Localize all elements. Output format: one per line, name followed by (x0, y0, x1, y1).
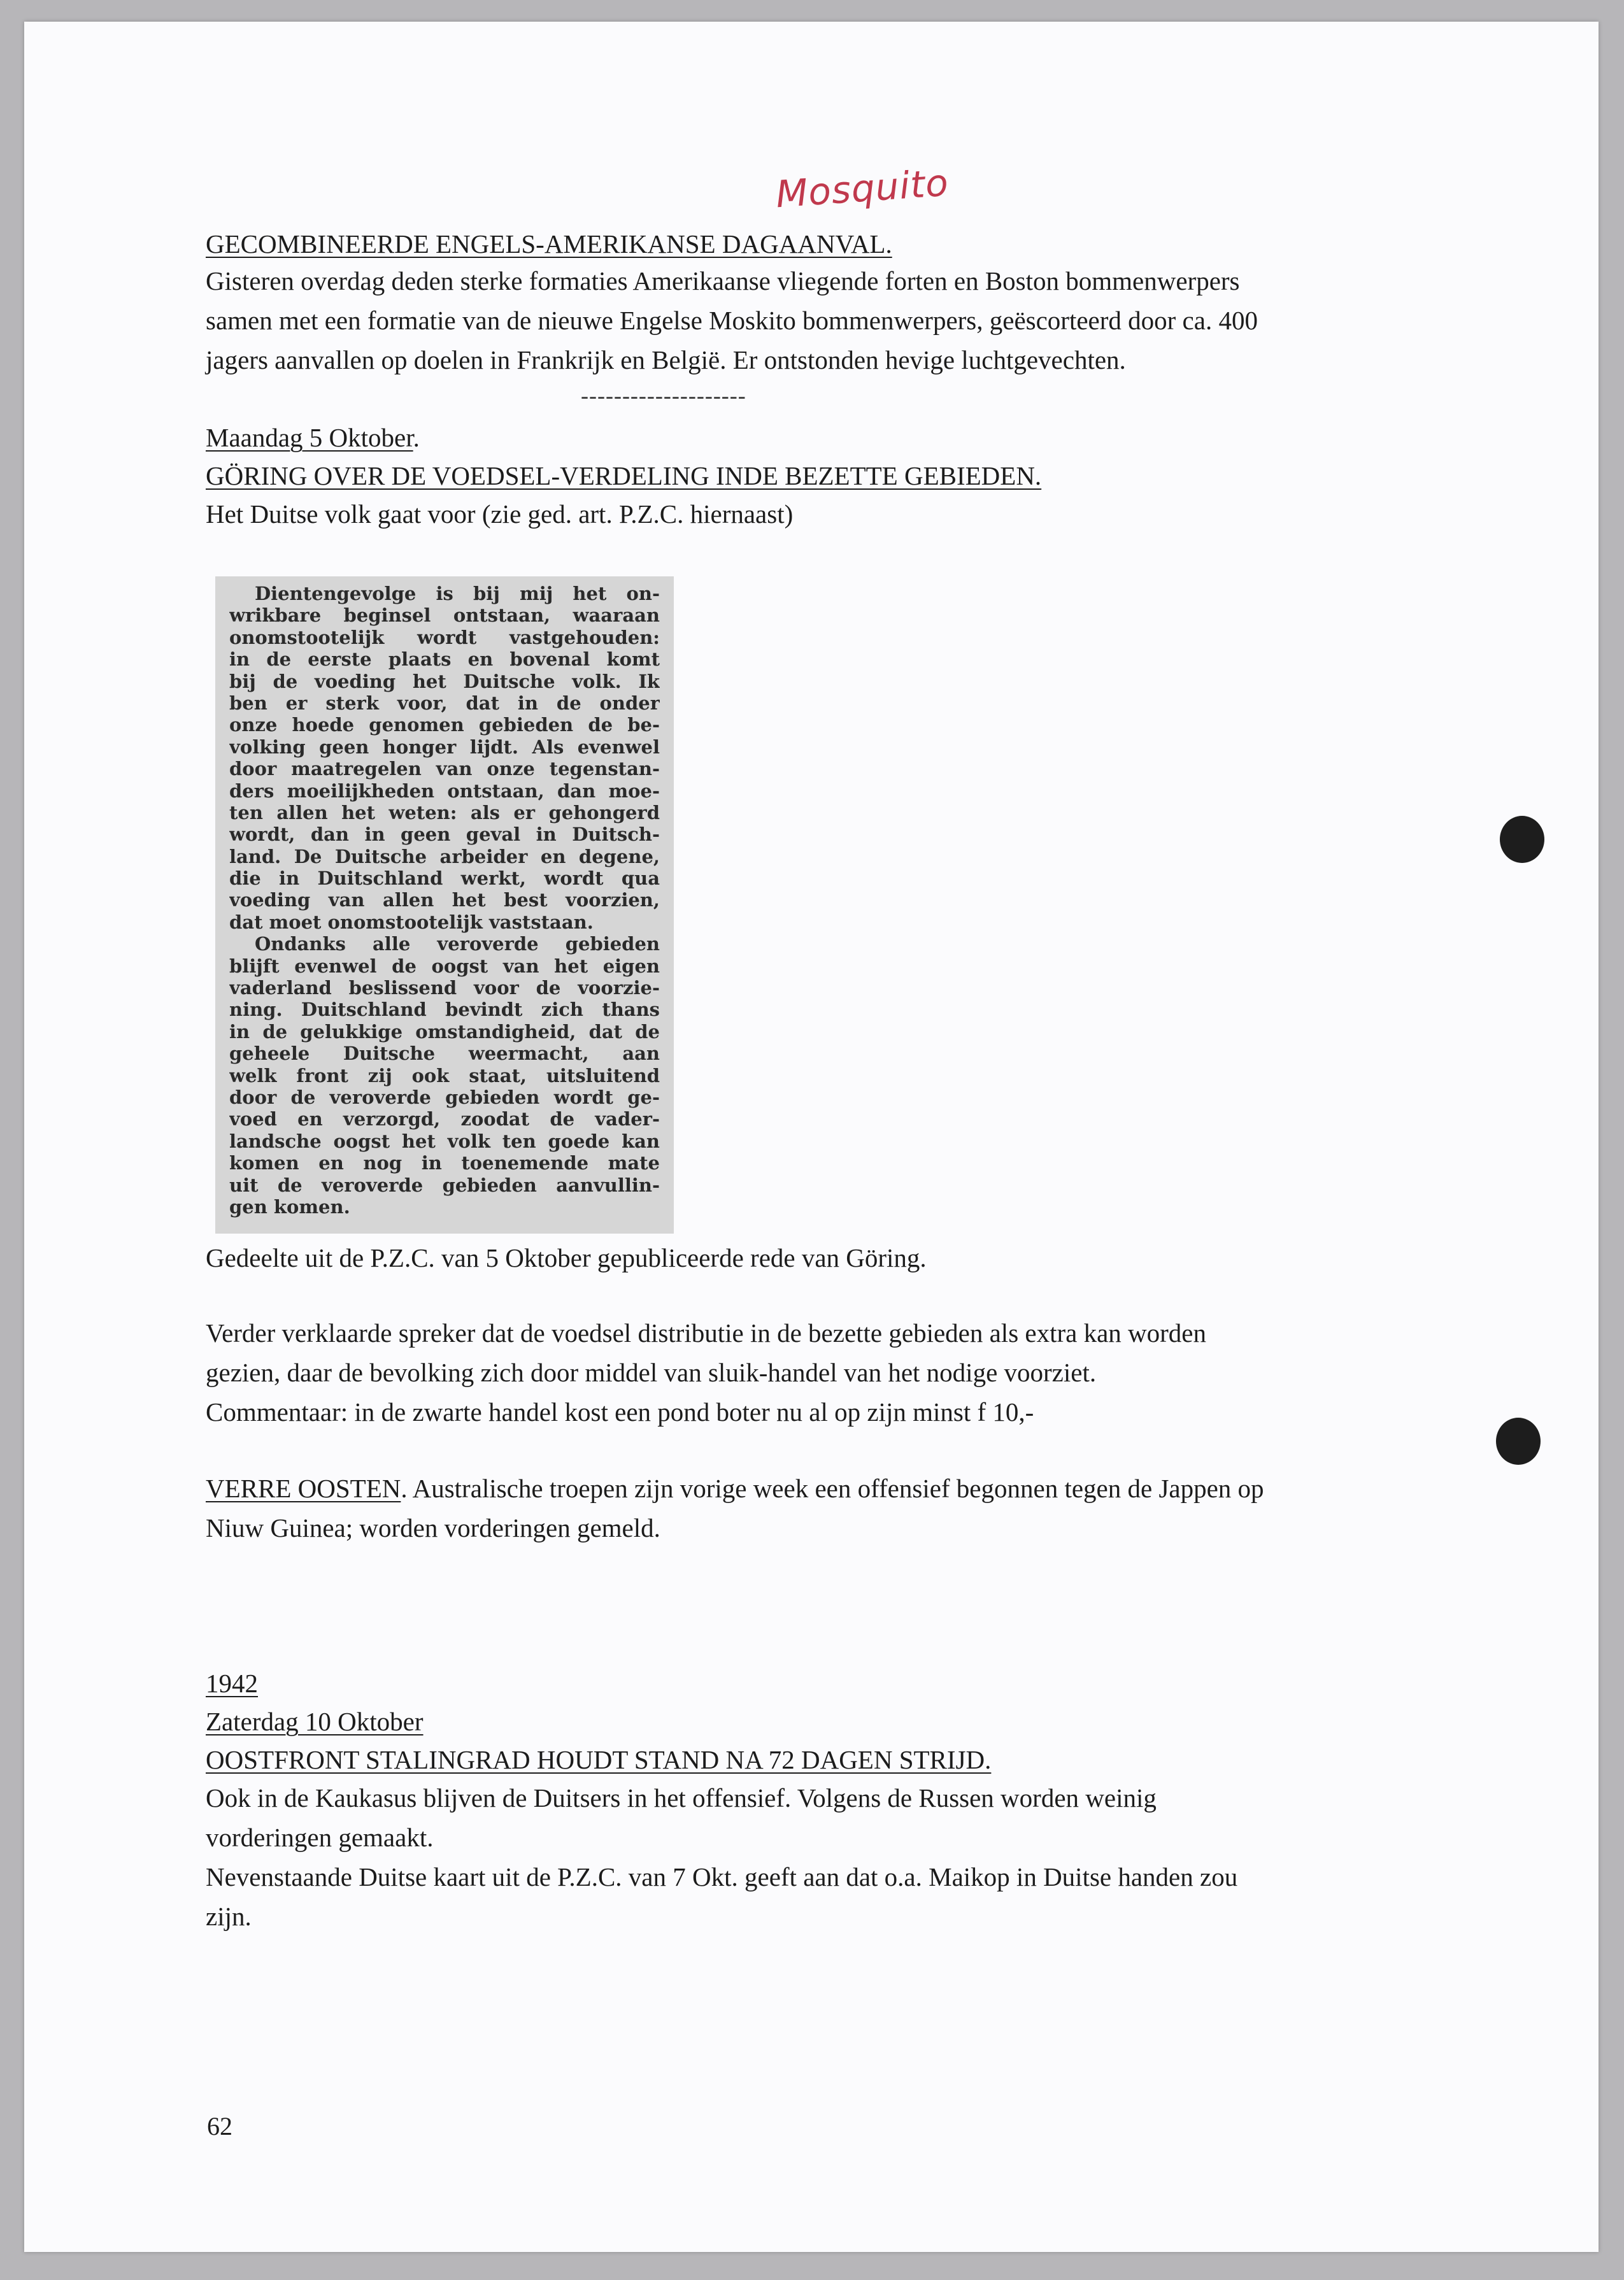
section4-date: Zaterdag 10 Oktober (206, 1707, 424, 1736)
clipping-line: bij de voeding het Duitsche volk. Ik (229, 670, 660, 692)
clipping-line: gen komen. (229, 1195, 350, 1218)
section3-line-rest: . Australische troepen zijn vorige week een offensief begonnen tegen de Jappen op (401, 1474, 1264, 1503)
section3-line-1 (206, 1469, 1454, 1508)
clipping-caption: Gedeelte uit de P.Z.C. van 5 Oktober gepubliceerde rede van Göring. (206, 1243, 927, 1272)
section4-line-4: zijn. (206, 1902, 252, 1931)
section1-line-1: Gisteren overdag deden sterke formaties Amerikaanse vliegende forten en Boston bommenwerpers (206, 266, 1240, 296)
paragraph2-line-1: Verder verklaarde spreker dat de voedsel distributie in de bezette gebieden als extra kan worden (206, 1318, 1206, 1348)
clipping-line: in de gelukkige omstandigheid, dat de (229, 1020, 660, 1043)
clipping-line: in de eerste plaats en bovenal komt (229, 648, 660, 671)
section1-line-2: samen met een formatie van de nieuwe Engelse Moskito bommenwerpers, geëscorteerd door ca. 400 (206, 306, 1258, 335)
clipping-line: die in Duitschland werkt, wordt qua (229, 867, 660, 890)
section4-line-1: Ook in de Kaukasus blijven de Duitsers in het offensief. Volgens de Russen worden weinig (206, 1783, 1157, 1813)
paragraph2-line-3: Commentaar: in de zwarte handel kost een pond boter nu al op zijn minst f 10,- (206, 1397, 1034, 1427)
section4-line-2: vorderingen gemaakt. (206, 1823, 434, 1852)
clipping-line: geheele Duitsche weermacht, aan (229, 1043, 660, 1065)
clipping-line: onomstootelijk wordt vastgehouden: (229, 626, 660, 648)
clipping-line: onze hoede genomen gebieden de be- (229, 714, 660, 736)
clipping-line: volking geen honger lijdt. Als evenwel (229, 736, 660, 758)
section3-line-2: Niuw Guinea; worden vorderingen gemeld. (206, 1513, 660, 1543)
handwritten-annotation: Mosquito (774, 160, 950, 217)
clipping-line: ten allen het weten: als er gehongerd (229, 801, 660, 823)
section2-date: Maandag 5 Oktober (206, 423, 413, 452)
clipping-line: blijft evenwel de oogst van het eigen (229, 955, 660, 977)
clipping-line: Ondanks alle veroverde gebieden (255, 933, 660, 955)
section3-heading: VERRE OOSTEN (206, 1474, 401, 1503)
clipping-line: voed en verzorgd, zoodat de vader- (229, 1108, 660, 1130)
clipping-line: uit de veroverde gebieden aanvullin- (229, 1174, 660, 1196)
clipping-line: door maatregelen van onze tegenstan- (229, 758, 660, 780)
clipping-line: ders moeilijkheden ontstaan, dan moe- (229, 780, 660, 802)
section4-line-3: Nevenstaande Duitse kaart uit de P.Z.C. van 7 Okt. geeft aan dat o.a. Maikop in Duitse handen zou (206, 1862, 1238, 1892)
separator-line: -------------------- (581, 383, 746, 408)
clipping-line: land. De Duitsche arbeider en degene, (229, 845, 660, 867)
page-number: 62 (207, 2112, 232, 2141)
section2-date-suffix: . (413, 423, 420, 452)
clipping-line: ben er sterk voor, dat in de onder (229, 692, 660, 714)
section2-heading: GÖRING OVER DE VOEDSEL-VERDELING INDE BEZETTE GEBIEDEN. (206, 461, 1042, 490)
paragraph2-line-2: gezien, daar de bevolking zich door middel van sluik-handel van het nodige voorziet. (206, 1358, 1097, 1387)
clipping-line: ning. Duitschland bevindt zich thans (229, 999, 660, 1021)
section1-line-3: jagers aanvallen op doelen in Frankrijk en België. Er ontstonden hevige luchtgevechten. (206, 345, 1126, 374)
newspaper-clipping (215, 576, 674, 1234)
clipping-line: landsche oogst het volk ten goede kan (229, 1130, 660, 1152)
punch-hole-icon (1500, 816, 1544, 863)
section2-date-line (206, 418, 1454, 457)
clipping-line: welk front zij ook staat, uitsluitend (229, 1064, 660, 1087)
clipping-line: Dientengevolge is bij mij het on- (255, 583, 660, 604)
clipping-line: wrikbare beginsel ontstaan, waaraan (229, 604, 660, 627)
section4-heading: OOSTFRONT STALINGRAD HOUDT STAND NA 72 DAGEN STRIJD. (206, 1745, 992, 1774)
clipping-line: wordt, dan in geen geval in Duitsch- (229, 823, 660, 846)
clipping-line: dat moet onomstootelijk vaststaan. (229, 911, 594, 933)
clipping-line: door de veroverde gebieden wordt ge- (229, 1086, 660, 1108)
clipping-line: vaderland beslissend voor de voorzie- (229, 977, 660, 999)
section4-year: 1942 (206, 1669, 258, 1698)
clipping-line: voeding van allen het best voorzien, (229, 889, 660, 911)
punch-hole-icon (1496, 1418, 1541, 1465)
clipping-line: komen en nog in toenemende mate (229, 1152, 660, 1174)
section1-heading: GECOMBINEERDE ENGELS-AMERIKANSE DAGAANVAL. (206, 229, 892, 259)
section2-line: Het Duitse volk gaat voor (zie ged. art. P.Z.C. hiernaast) (206, 499, 794, 529)
